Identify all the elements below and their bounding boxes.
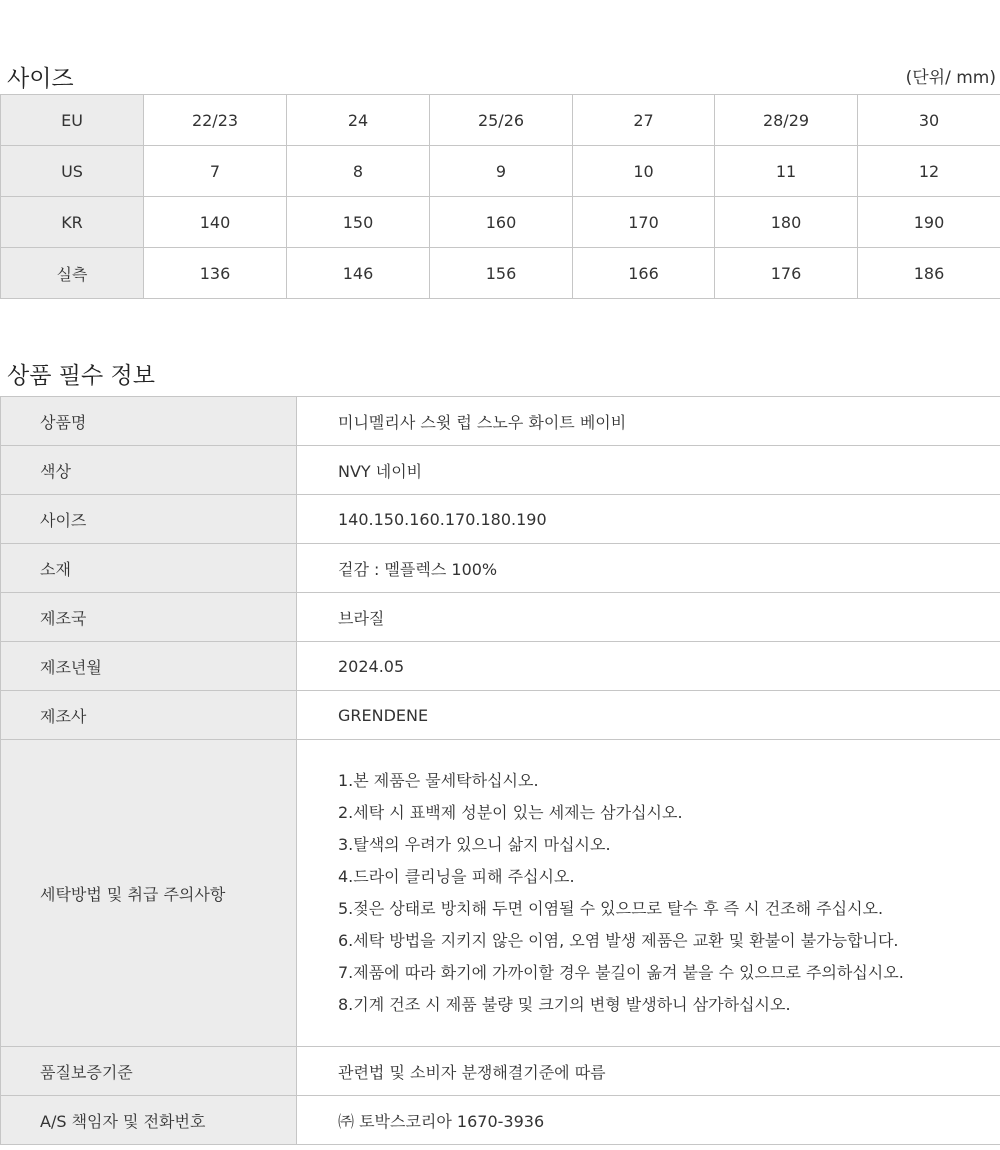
info-label: A/S 책임자 및 전화번호 (1, 1096, 297, 1145)
info-label: 제조사 (1, 691, 297, 740)
size-row-us (1, 146, 1000, 197)
size-cell: 136 (144, 248, 287, 299)
size-cell: 160 (430, 197, 573, 248)
info-label: 제조년월 (1, 642, 297, 691)
size-cell: 170 (573, 197, 715, 248)
info-value: NVY 네이비 (297, 446, 1000, 495)
info-row-material (1, 544, 1000, 593)
info-label: 세탁방법 및 취급 주의사항 (1, 740, 297, 1047)
info-row-as-contact (1, 1096, 1000, 1145)
size-cell: 25/26 (430, 95, 573, 146)
info-label: 소재 (1, 544, 297, 593)
info-value: 2024.05 (297, 642, 1000, 691)
size-cell: 176 (715, 248, 858, 299)
size-cell: 166 (573, 248, 715, 299)
size-cell: 24 (287, 95, 430, 146)
info-label: 색상 (1, 446, 297, 495)
care-line: 7.제품에 따라 화기에 가까이할 경우 불길이 옮겨 붙을 수 있으므로 주의하십시오. (338, 963, 904, 982)
info-label: 상품명 (1, 397, 297, 446)
size-row-eu (1, 95, 1000, 146)
size-row-kr (1, 197, 1000, 248)
size-row-label: US (1, 146, 144, 197)
info-label: 품질보증기준 (1, 1047, 297, 1096)
info-section-header (0, 357, 1000, 389)
size-cell: 7 (144, 146, 287, 197)
care-line: 2.세탁 시 표백제 성분이 있는 세제는 삼가십시오. (338, 803, 683, 822)
info-value: 관련법 및 소비자 분쟁해결기준에 따름 (297, 1047, 1000, 1096)
size-row-label: 실측 (1, 248, 144, 299)
care-line: 5.젖은 상태로 방치해 두면 이염될 수 있으므로 탈수 후 즉 시 건조해 주십시오. (338, 899, 884, 918)
size-row-measured (1, 248, 1000, 299)
size-row-label: EU (1, 95, 144, 146)
care-line: 4.드라이 클리닝을 피해 주십시오. (338, 867, 575, 886)
care-line: 3.탈색의 우려가 있으니 삶지 마십시오. (338, 835, 611, 854)
info-value: ㈜ 토박스코리아 1670-3936 (297, 1096, 1000, 1145)
size-cell: 186 (858, 248, 1000, 299)
size-cell: 190 (858, 197, 1000, 248)
size-cell: 12 (858, 146, 1000, 197)
info-section-title: 상품 필수 정보 (7, 363, 155, 389)
info-row-manufacture-date (1, 642, 1000, 691)
info-value: 겉감 : 멜플렉스 100% (297, 544, 1000, 593)
size-section-header (0, 60, 1000, 92)
size-section-title: 사이즈 (7, 66, 74, 92)
product-info-table (0, 396, 1000, 1145)
size-cell: 10 (573, 146, 715, 197)
info-row-size (1, 495, 1000, 544)
info-row-product-name (1, 397, 1000, 446)
size-cell: 28/29 (715, 95, 858, 146)
info-label: 사이즈 (1, 495, 297, 544)
info-value: 미니멜리사 스윗 럽 스노우 화이트 베이비 (297, 397, 1000, 446)
size-cell: 27 (573, 95, 715, 146)
info-label: 제조국 (1, 593, 297, 642)
unit-note: (단위/ mm) (905, 68, 996, 88)
size-row-label: KR (1, 197, 144, 248)
size-cell: 30 (858, 95, 1000, 146)
info-value: GRENDENE (297, 691, 1000, 740)
size-cell: 150 (287, 197, 430, 248)
info-row-care-instructions (1, 740, 1000, 1047)
info-value: 브라질 (297, 593, 1000, 642)
size-cell: 156 (430, 248, 573, 299)
info-row-quality-standard (1, 1047, 1000, 1096)
info-row-color (1, 446, 1000, 495)
info-row-country (1, 593, 1000, 642)
size-cell: 9 (430, 146, 573, 197)
size-cell: 11 (715, 146, 858, 197)
size-cell: 8 (287, 146, 430, 197)
size-cell: 146 (287, 248, 430, 299)
size-table (0, 94, 1000, 299)
size-cell: 180 (715, 197, 858, 248)
care-line: 1.본 제품은 물세탁하십시오. (338, 771, 539, 790)
info-row-manufacturer (1, 691, 1000, 740)
care-line: 8.기계 건조 시 제품 불량 및 크기의 변형 발생하니 삼가하십시오. (338, 995, 791, 1014)
info-value: 140.150.160.170.180.190 (297, 495, 1000, 544)
size-cell: 140 (144, 197, 287, 248)
care-line: 6.세탁 방법을 지키지 않은 이염, 오염 발생 제품은 교환 및 환불이 불가능합니다. (338, 931, 899, 950)
size-cell: 22/23 (144, 95, 287, 146)
care-instructions-list (297, 740, 1000, 1047)
